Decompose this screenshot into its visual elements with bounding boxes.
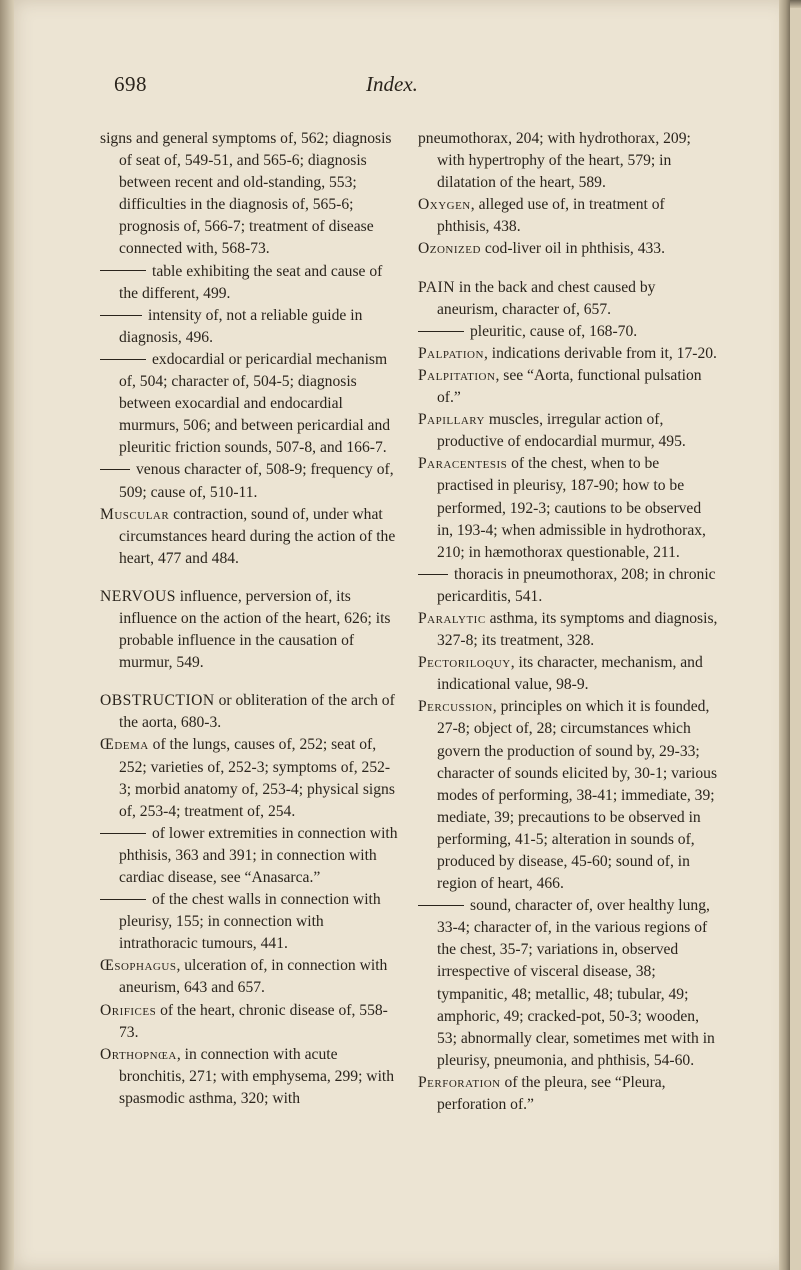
index-entry <box>418 365 719 409</box>
ditto-dash <box>100 899 146 900</box>
entry-text: table exhibiting the seat and cause of the different, 499. <box>119 262 383 302</box>
index-entry <box>418 321 719 343</box>
entry-headword: Palpation <box>418 344 484 362</box>
entry-headword: Paracentesis <box>418 455 508 473</box>
ditto-dash <box>100 315 142 316</box>
entry-text: influence, perversion of, its influence on the action of the heart, 626; its probable influence in the causation of murmur, 549. <box>119 587 391 672</box>
index-entry <box>100 305 401 349</box>
ditto-dash <box>100 270 146 271</box>
entry-text: or obliteration of the arch of the aorta, 680-3. <box>119 692 395 732</box>
entry-text: sound, character of, over healthy lung, 33-4; character of, in the various regions of the chest, 35-7; variations in, observed irrespective of visceral disease, 38; tympanitic, 48; metallic, 48; tubular, 49; amphoric, 49; cracked-pot, 50-3; wooden, 53; abnormally clear, sometimes met with in pleurisy, pneumonia, and phthisis, 54-60. <box>437 897 715 1069</box>
book-gutter <box>0 0 14 1270</box>
index-entry <box>100 1000 401 1044</box>
entry-text: contraction, sound of, under what circumstances heard during the action of the heart, 477 and 484. <box>119 505 396 567</box>
entry-headword: Papillary <box>418 411 485 429</box>
entry-text: cod-liver oil in phthisis, 433. <box>480 240 666 258</box>
entry-headword: OBSTRUCTION <box>100 692 215 710</box>
entry-headword: Perforation <box>418 1073 501 1091</box>
index-column-left <box>100 128 401 1110</box>
index-entry <box>100 459 401 503</box>
index-entry <box>418 194 719 238</box>
entry-headword: Palpitation <box>418 366 496 384</box>
entry-headword: Ozonized <box>418 240 481 258</box>
running-head: Index. <box>366 72 418 96</box>
entry-headword: Pectoriloquy <box>418 654 511 672</box>
entry-gap <box>100 674 401 690</box>
index-entry <box>418 608 719 652</box>
entry-headword: Œdema <box>100 736 149 754</box>
entry-text: of the chest, when to be practised in pleurisy, 187-90; how to be performed, 192-3; cautions to be observed in, 193-4; when admissible in hydrothorax, 210; in hæmothorax questionable, 211. <box>437 455 706 561</box>
entry-text: thoracis in pneumothorax, 208; in chronic pericarditis, 541. <box>437 565 716 605</box>
index-entry <box>100 349 401 459</box>
entry-text: asthma, its symptoms and diagnosis, 327-8; its treatment, 328. <box>437 609 718 650</box>
index-column-right <box>418 128 719 1116</box>
index-entry <box>418 652 719 696</box>
index-entry <box>418 1072 719 1116</box>
entry-headword: Orifices <box>100 1001 157 1019</box>
entry-text: , see “Aorta, functional pulsation of.” <box>437 366 702 407</box>
entry-headword: NERVOUS <box>100 587 176 605</box>
entry-headword: Œsophagus <box>100 957 177 975</box>
index-entry <box>100 955 401 999</box>
entry-text: intensity of, not a reliable guide in diagnosis, 496. <box>119 306 363 346</box>
entry-text: of the pleura, see “Pleura, perforation of.” <box>437 1073 666 1114</box>
entry-text: , its character, mechanism, and indicational value, 98-9. <box>437 654 703 694</box>
index-entry <box>100 128 401 261</box>
entry-text: of lower extremities in connection with phthisis, 363 and 391; in connection with cardiac disease, see “Anasarca.” <box>119 824 398 886</box>
entry-text: exdocardial or pericardial mechanism of, 504; character of, 504-5; diagnosis between exocardial and endocardial murmurs, 506; and between pericardial and pleuritic friction sounds, 507-8, and 166-7. <box>119 350 391 457</box>
entry-headword: Orthopnœa <box>100 1045 177 1063</box>
entry-headword: Muscular <box>100 505 170 523</box>
page-number: 698 <box>114 72 147 96</box>
index-entry <box>418 343 719 365</box>
index-entry <box>100 734 401 822</box>
entry-headword: Percussion <box>418 698 493 716</box>
entry-text: , indications derivable from it, 17-20. <box>483 344 717 362</box>
index-entry <box>418 238 719 260</box>
index-entry <box>100 823 401 889</box>
entry-text: in the back and chest caused by aneurism, character of, 657. <box>437 278 656 318</box>
entry-headword: PAIN <box>418 278 455 296</box>
ditto-dash <box>100 469 130 470</box>
entry-text: of the lungs, causes of, 252; seat of, 252; varieties of, 252-3; symptoms of, 252-3; morbid anatomy of, 253-4; physical signs of, 253-4; treatment of, 254. <box>119 736 395 820</box>
entry-text: of the chest walls in connection with pleurisy, 155; in connection with intrathoracic tumours, 441. <box>119 891 381 953</box>
index-entry <box>418 277 719 321</box>
index-entry <box>100 1044 401 1110</box>
page-edge <box>779 0 790 1270</box>
index-entry <box>418 128 719 194</box>
ditto-dash <box>418 331 464 332</box>
entry-text: , in connection with acute bronchitis, 271; with emphysema, 299; with spasmodic asthma, 320; with <box>119 1045 395 1107</box>
index-entry <box>418 895 719 1072</box>
entry-gap <box>100 570 401 586</box>
index-entry <box>418 564 719 608</box>
entry-text: , principles on which it is founded, 27-8; object of, 28; circumstances which govern the production of sound by, 29-33; character of sounds elicited by, 30-1; various modes of performing, 38-41; immediate, 39; mediate, 39; precautions to be observed in performing, 41-5; alteration in sounds of, produced by disease, 45-60; sound of, in region of heart, 466. <box>437 698 718 893</box>
index-entry <box>418 696 719 895</box>
entry-headword: Paralytic <box>418 609 486 627</box>
index-entry <box>418 453 719 563</box>
entry-text: , ulceration of, in connection with aneurism, 643 and 657. <box>119 957 388 997</box>
ditto-dash <box>100 833 146 834</box>
entry-text: of the heart, chronic disease of, 558-73. <box>119 1001 388 1041</box>
ditto-dash <box>418 905 464 906</box>
entry-text: muscles, irregular action of, productive of endocardial murmur, 495. <box>437 411 686 451</box>
index-entry <box>100 261 401 305</box>
index-entry <box>100 889 401 955</box>
entry-headword: Oxygen <box>418 196 471 214</box>
entry-text: , alleged use of, in treatment of phthisis, 438. <box>437 196 665 236</box>
ditto-dash <box>418 574 448 575</box>
entry-text: signs and general symptoms of, 562; diagnosis of seat of, 549-51, and 565-6; diagnosis between recent and old-standing, 553; difficulties in the diagnosis of, 565-6; prognosis of, 566-7; treatment of disease connected with, 568-73. <box>100 130 392 258</box>
entry-text: venous character of, 508-9; frequency of, 509; cause of, 510-11. <box>119 461 394 501</box>
index-entry <box>100 504 401 570</box>
index-entry <box>100 690 401 734</box>
entry-text: pleuritic, cause of, 168-70. <box>470 322 638 340</box>
index-entry <box>100 586 401 674</box>
entry-text: pneumothorax, 204; with hydrothorax, 209; with hypertrophy of the heart, 579; in dilatation of the heart, 589. <box>418 130 691 192</box>
entry-gap <box>418 261 719 277</box>
index-entry <box>418 409 719 453</box>
ditto-dash <box>100 359 146 360</box>
